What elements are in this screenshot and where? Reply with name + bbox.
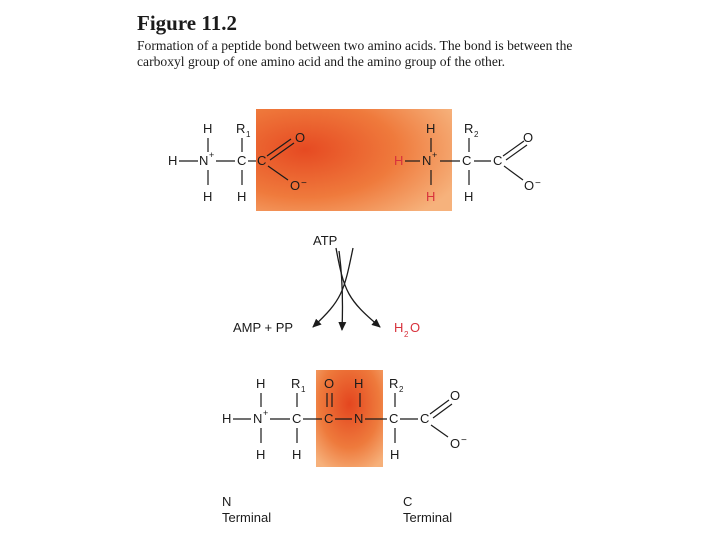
dp-h-bottom-c1: H (292, 447, 302, 462)
dp-n2: N (354, 411, 364, 426)
figure-title: Figure 11.2 (137, 11, 237, 35)
aa2-n-charge: + (432, 150, 438, 160)
n-terminal-letter: N (222, 494, 232, 509)
water-sub: 2 (404, 330, 409, 339)
aa2-c-alpha: C (462, 153, 472, 168)
aa1-h-bottom-c: H (237, 189, 247, 204)
aa1-o-single: O (290, 178, 301, 193)
aa2-r: R (464, 121, 474, 136)
amp-pp-label: AMP + PP (233, 320, 294, 335)
aa1-r: R (236, 121, 246, 136)
dp-h-top-n: H (256, 376, 266, 391)
aa2-h-top: H (426, 121, 436, 136)
aa1-n: N (199, 153, 209, 168)
reaction-arrows (313, 248, 380, 330)
dp-o-single: O (450, 436, 461, 451)
dp-h-bottom-n: H (256, 447, 266, 462)
amp-pp-arrow (313, 248, 353, 327)
water-label (394, 320, 420, 339)
dp-r2: R (389, 376, 399, 391)
dp-o-carbonyl: O (324, 376, 335, 391)
dp-n1-charge: + (263, 408, 269, 418)
dp-h-left: H (222, 411, 232, 426)
c-terminal-letter: C (403, 494, 413, 509)
aa2-o-double: O (523, 130, 534, 145)
dp-r1: R (291, 376, 301, 391)
aa2-r-sub: 2 (474, 130, 479, 139)
aa1-h-bottom-n: H (203, 189, 213, 204)
dp-o-double: O (450, 388, 461, 403)
dp-h-top-amide: H (354, 376, 364, 391)
aa1-o-double: O (295, 130, 306, 145)
c-terminal-word: Terminal (403, 510, 453, 525)
aa1-o-charge: − (301, 178, 307, 189)
dp-o-charge: − (461, 435, 467, 446)
aa1-h-top: H (203, 121, 213, 136)
dp-c1: C (292, 411, 302, 426)
aa1-r-sub: 1 (246, 130, 251, 139)
aa1-c-carboxyl: C (257, 153, 267, 168)
dp-c2: C (324, 411, 334, 426)
aa2-c-carboxyl: C (493, 153, 503, 168)
aa2-n: N (422, 153, 432, 168)
dp-n1: N (253, 411, 263, 426)
dp-r2-sub: 2 (399, 385, 404, 394)
dp-r1-sub: 1 (301, 385, 306, 394)
dp-h-bottom-c3: H (390, 447, 400, 462)
water-h: H (394, 320, 404, 335)
n-terminal-word: Terminal (222, 510, 272, 525)
aa2-h-left: H (394, 153, 404, 168)
atp-label: ATP (313, 233, 338, 248)
water-o: O (410, 320, 421, 335)
aa2-h-bottom-c: H (464, 189, 474, 204)
dp-c3: C (389, 411, 399, 426)
aa1-c-alpha: C (237, 153, 247, 168)
aa2-h-bottom-n: H (426, 189, 436, 204)
aa2-o-charge: − (535, 178, 541, 189)
figure-caption: Formation of a peptide bond between two amino acids. The bond is between the carboxyl group of one amino acid and the amino group of the other. (137, 38, 573, 69)
aa2-o-single: O (524, 178, 535, 193)
aa1-h-left: H (168, 153, 178, 168)
dp-c4: C (420, 411, 430, 426)
aa1-n-charge: + (209, 150, 215, 160)
